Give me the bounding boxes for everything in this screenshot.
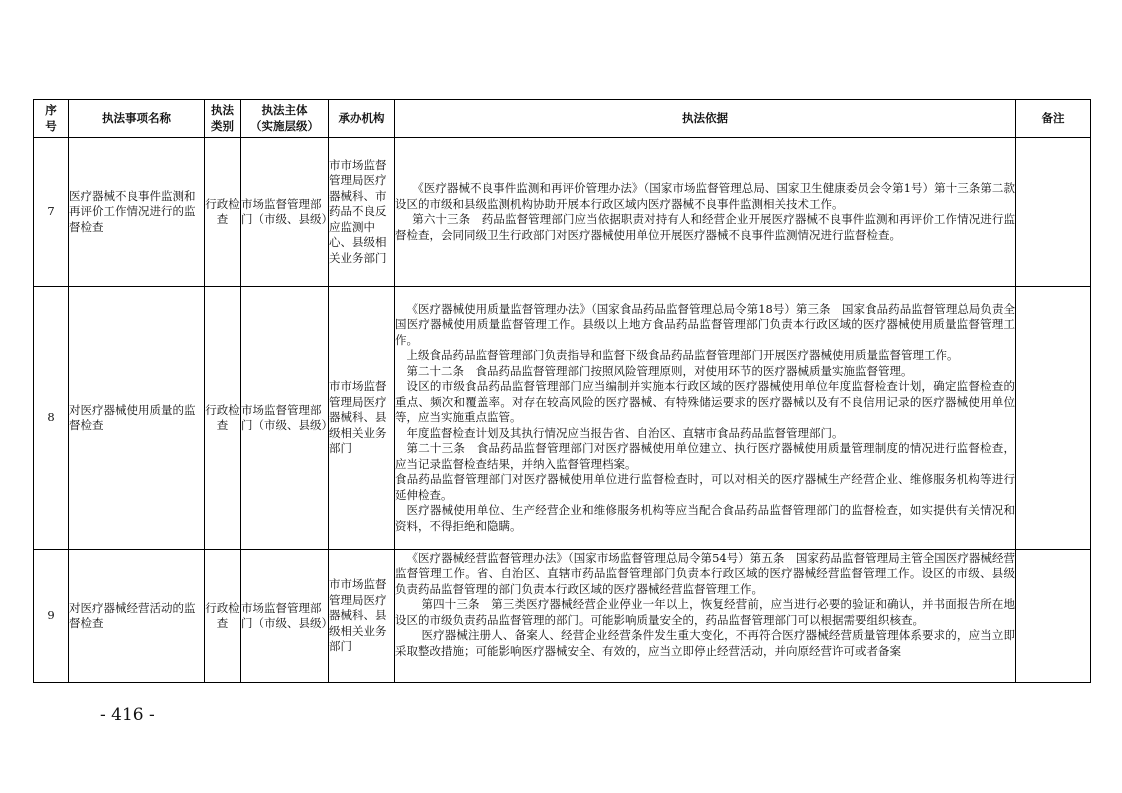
row-remark: [1016, 138, 1091, 287]
basis-paragraph: 《医疗器械使用质量监督管理办法》（国家食品药品监督管理总局令第18号）第三条 国家食品药品监督管理总局负责全国医疗器械使用质量监督管理工作。县级以上地方食品药品监督管理部门负责本行政区域的医疗器械使用质量监督管理工作。: [395, 301, 1015, 347]
row-category: 行政检查: [205, 550, 241, 683]
row-subject: 市场监督管理部门（市级、县级）: [241, 287, 329, 550]
header-subject: 执法主体 （实施层级）: [241, 100, 329, 138]
basis-paragraph: 医疗器械使用单位、生产经营企业和维修服务机构等应当配合食品药品监督管理部门的监督检查，如实提供有关情况和资料，不得拒绝和隐瞒。: [395, 503, 1015, 533]
basis-paragraph: 《医疗器械经营监督管理办法》（国家市场监督管理总局令第54号）第五条 国家药品监督管理局主管全国医疗器械经营监督管理工作。省、自治区、直辖市药品监督管理部门负责本行政区域的医疗器械经营监督管理工作。设区的市级、县级负责药品监督管理的部门负责本行政区域的医疗器械经营监督管理工作。: [395, 550, 1015, 596]
table-row: [34, 287, 1091, 550]
row-basis: [395, 287, 1016, 550]
row-basis: [395, 138, 1027, 287]
basis-paragraph: 医疗器械注册人、备案人、经营企业经营条件发生重大变化，不再符合医疗器械经营质量管理体系要求的，应当立即采取整改措施；可能影响医疗器械安全、有效的，应当立即停止经营活动，并向原经营许可或者备案: [395, 628, 1015, 658]
header-basis: 执法依据: [395, 100, 1016, 138]
header-category: 执法 类别: [205, 100, 241, 138]
row-org: 市市场监督管理局医疗器械科、县级相关业务部门: [329, 550, 395, 683]
row-subject: 市场监督管理部门（市级、县级）: [241, 550, 329, 683]
row-org: 市市场监督管理局医疗器械科、县级相关业务部门: [329, 287, 395, 550]
row-category: 行政检查: [205, 138, 241, 287]
row-subject: 市场监督管理部门（市级、县级）: [241, 138, 329, 287]
header-seq: 序 号: [34, 100, 69, 138]
basis-paragraph: 第二十二条 食品药品监督管理部门按照风险管理原则，对使用环节的医疗器械质量实施监督管理。: [406, 363, 913, 378]
row-item-name: 对医疗器械使用质量的监督检查: [69, 287, 205, 550]
enforcement-table: [33, 99, 1091, 683]
row-basis: [395, 550, 1016, 683]
row-seq: 9: [34, 550, 69, 683]
header-name: 执法事项名称: [69, 100, 205, 138]
basis-paragraph: 第六十三条 药品监督管理部门应当依据职责对持有人和经营企业开展医疗器械不良事件监测和再评价工作情况进行监督检查，会同同级卫生行政部门对医疗器械使用单位开展医疗器械不良事件监测情况进行监督检查。: [395, 212, 1015, 242]
row-item-name: 医疗器械不良事件监测和再评价工作情况进行的监督检查: [69, 138, 205, 287]
row-org: 市市场监督管理局医疗器械科、市药品不良反应监测中心、县级相关业务部门: [329, 138, 395, 287]
row-item-name: 对医疗器械经营活动的监督检查: [69, 550, 205, 683]
row-remark: [1016, 550, 1091, 683]
table-row: [34, 550, 1091, 683]
basis-paragraph: 年度监督检查计划及其执行情况应当报告省、自治区、直辖市食品药品监督管理部门。: [406, 425, 844, 440]
row-seq: 7: [34, 138, 69, 287]
page-number: - 416 -: [100, 705, 155, 725]
basis-paragraph: 第四十三条 第三类医疗器械经营企业停业一年以上，恢复经营前，应当进行必要的验证和确认，并书面报告所在地设区的市级负责药品监督管理的部门。可能影响质量安全的，药品监督管理部门可以根据需要组织核查。: [395, 597, 1015, 627]
basis-paragraph: 食品药品监督管理部门对医疗器械使用单位进行监督检查时，可以对相关的医疗器械生产经营企业、维修服务机构等进行延伸检查。: [395, 472, 1015, 502]
table-row: [34, 138, 1091, 287]
row-seq: 8: [34, 287, 69, 550]
header-org: 承办机构: [329, 100, 395, 138]
basis-paragraph: 第二十三条 食品药品监督管理部门对医疗器械使用单位建立、执行医疗器械使用质量管理制度的情况进行监督检查，应当记录监督检查结果，并纳入监督管理档案。: [395, 441, 1015, 471]
header-remark: 备注: [1016, 100, 1091, 138]
basis-paragraph: 《医疗器械不良事件监测和再评价管理办法》（国家市场监督管理总局、国家卫生健康委员会令第1号）第十三条第二款 设区的市级和县级监测机构协助开展本行政区域内医疗器械不良事件监测相关技术工作。: [395, 181, 1027, 211]
basis-paragraph: 设区的市级食品药品监督管理部门应当编制并实施本行政区域的医疗器械使用单位年度监督检查计划，确定监督检查的重点、频次和覆盖率。对存在较高风险的医疗器械、有特殊储运要求的医疗器械以及有不良信用记录的医疗器械使用单位等，应当实施重点监管。: [395, 379, 1015, 425]
table-header-row: [34, 100, 1091, 138]
row-category: 行政检查: [205, 287, 241, 550]
row-remark: [1016, 287, 1091, 550]
basis-paragraph: 上级食品药品监督管理部门负责指导和监督下级食品药品监督管理部门开展医疗器械使用质量监督管理工作。: [406, 348, 959, 363]
